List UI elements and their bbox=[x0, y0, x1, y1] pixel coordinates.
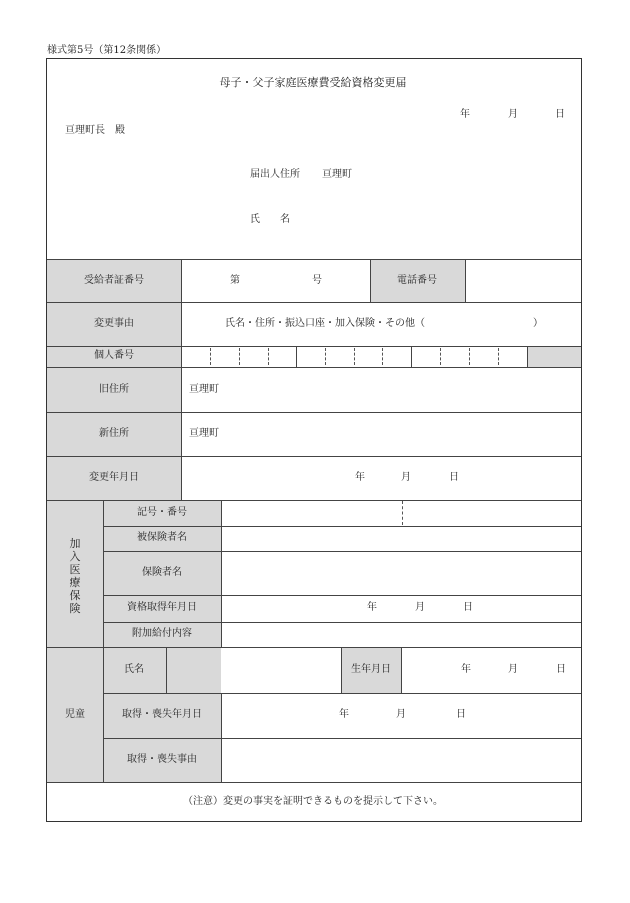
change-date-label: 変更年月日 bbox=[89, 472, 139, 483]
child-birth-label: 生年月日 bbox=[351, 664, 391, 675]
form-number: 様式第5号（第12条関係） bbox=[47, 45, 167, 56]
application-form bbox=[46, 58, 582, 822]
new-address-value: 亘理町 bbox=[189, 428, 219, 439]
benefit-label: 附加給付内容 bbox=[132, 628, 192, 639]
change-reason-options: 氏名・住所・振込口座・加入保険・その他（ bbox=[225, 318, 425, 329]
child-birth-month: 月 bbox=[508, 664, 518, 675]
change-date-month: 月 bbox=[401, 472, 411, 483]
insured-name-label: 被保険者名 bbox=[137, 532, 187, 543]
insurance-symbol-label: 記号・番号 bbox=[137, 507, 187, 518]
acquired-date-day: 日 bbox=[463, 602, 473, 613]
insurance-group-label: 加入医療保険 bbox=[69, 537, 81, 615]
old-address-value: 亘理町 bbox=[189, 384, 219, 395]
gain-loss-date-day: 日 bbox=[456, 709, 466, 720]
gain-loss-date-month: 月 bbox=[396, 709, 406, 720]
acquired-date-label: 資格取得年月日 bbox=[127, 602, 197, 613]
child-birth-day: 日 bbox=[556, 664, 566, 675]
cert-dai: 第 bbox=[230, 275, 240, 286]
submission-date-year: 年 bbox=[460, 109, 470, 120]
gain-loss-reason-label: 取得・喪失事由 bbox=[127, 754, 197, 765]
phone-label: 電話番号 bbox=[397, 275, 437, 286]
footer-note: （注意）変更の事実を証明できるものを提示して下さい。 bbox=[183, 796, 443, 807]
gain-loss-date-label: 取得・喪失年月日 bbox=[122, 709, 202, 720]
new-address-label: 新住所 bbox=[99, 428, 129, 439]
child-name-label: 氏名 bbox=[124, 664, 144, 675]
applicant-address-label: 届出人住所 bbox=[250, 169, 300, 180]
acquired-date-month: 月 bbox=[415, 602, 425, 613]
change-date-year: 年 bbox=[355, 472, 365, 483]
form-title: 母子・父子家庭医療費受給資格変更届 bbox=[219, 76, 407, 89]
gain-loss-date-year: 年 bbox=[339, 709, 349, 720]
addressee: 亘理町長 殿 bbox=[65, 125, 125, 136]
child-group-label: 児童 bbox=[65, 709, 85, 720]
cert-number-label: 受給者証番号 bbox=[84, 275, 144, 286]
cert-go: 号 bbox=[312, 275, 322, 286]
submission-date-month: 月 bbox=[508, 109, 518, 120]
change-date-day: 日 bbox=[449, 472, 459, 483]
insurer-name-label: 保険者名 bbox=[142, 567, 182, 578]
change-reason-close: ） bbox=[533, 318, 543, 329]
change-reason-label: 変更事由 bbox=[94, 318, 134, 329]
applicant-name-label: 氏 名 bbox=[250, 214, 290, 225]
child-birth-year: 年 bbox=[461, 664, 471, 675]
mynumber-label: 個人番号 bbox=[94, 350, 134, 361]
applicant-address-value: 亘理町 bbox=[322, 169, 352, 180]
old-address-label: 旧住所 bbox=[99, 384, 129, 395]
acquired-date-year: 年 bbox=[367, 602, 377, 613]
submission-date-day: 日 bbox=[555, 109, 565, 120]
